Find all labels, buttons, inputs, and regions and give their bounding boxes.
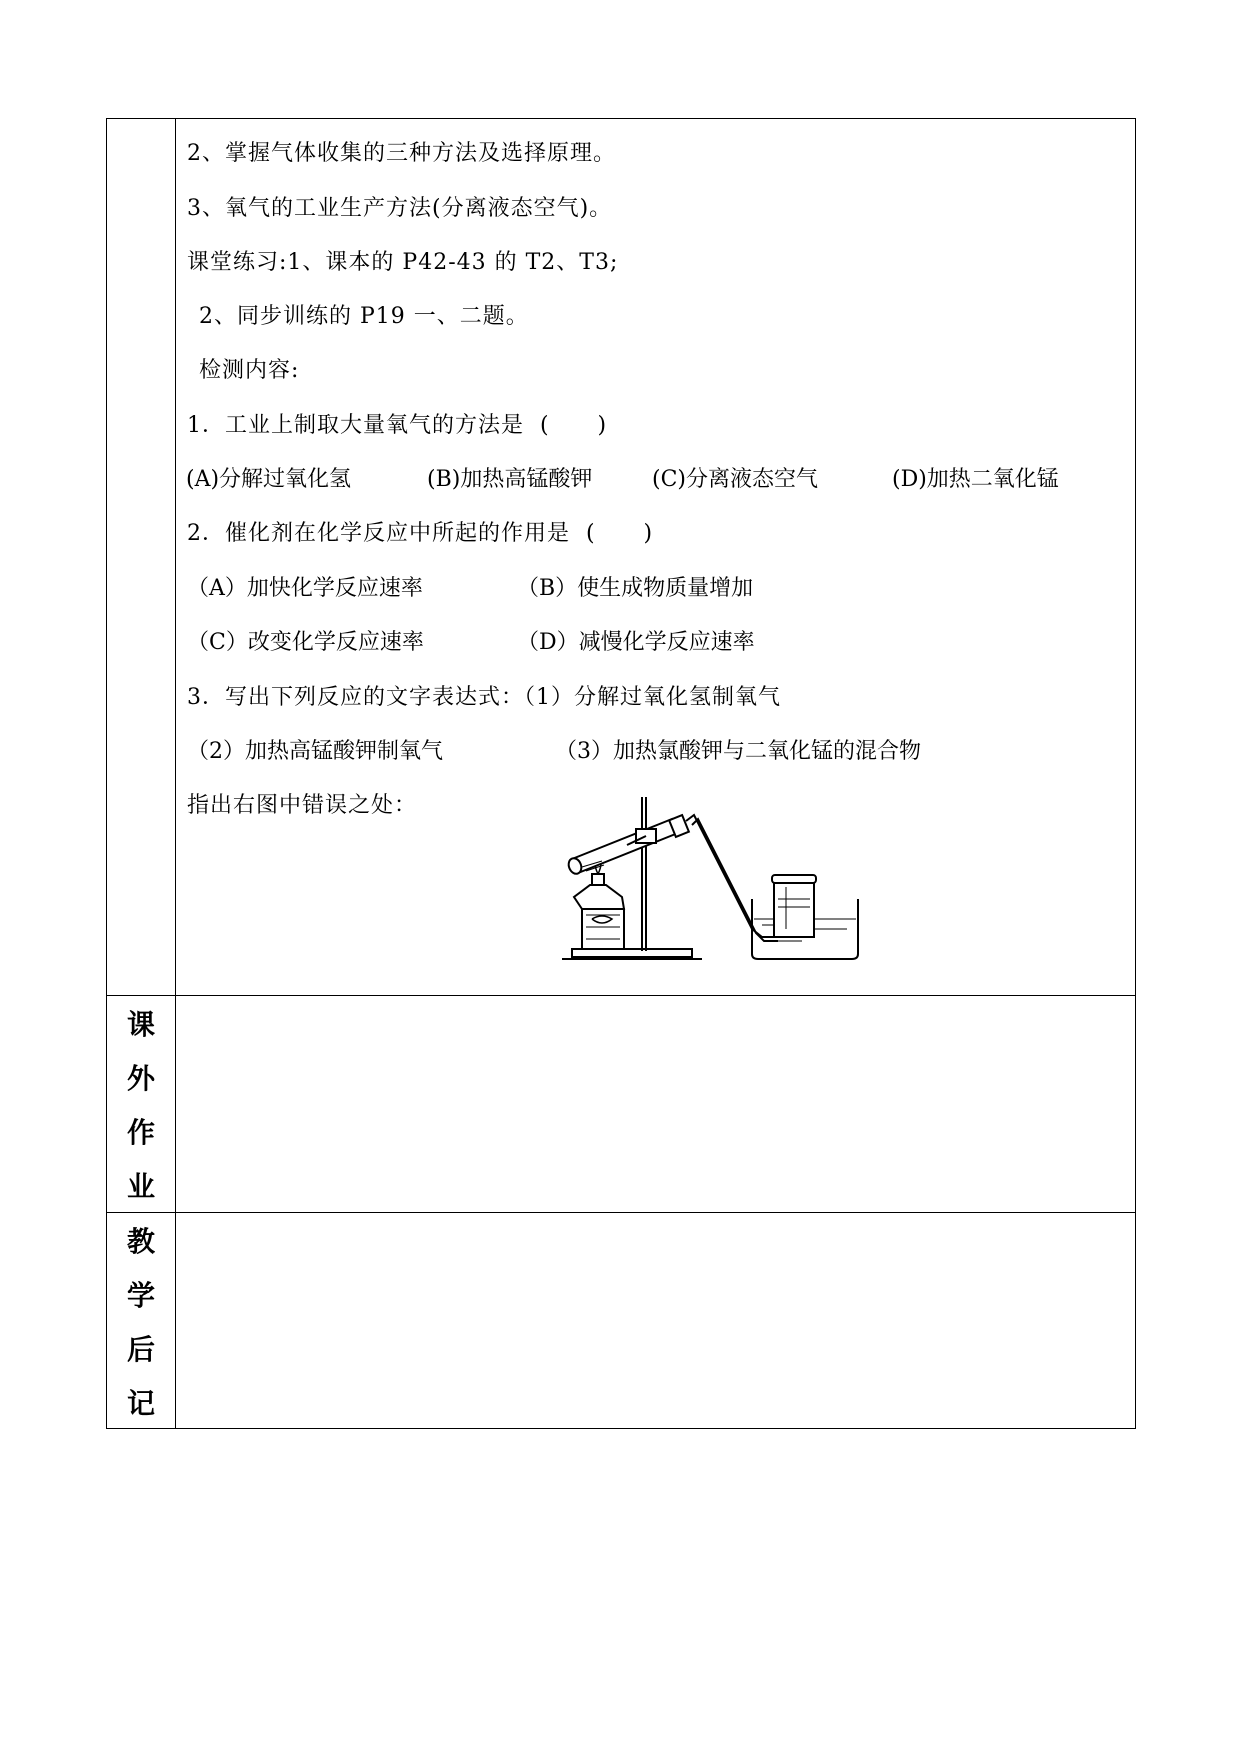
homework-char-2: 外	[126, 1062, 155, 1095]
question-3: 3．写出下列反应的文字表达式：（1）分解过氧化氢制氧气	[187, 685, 781, 710]
test-heading: 检测内容:	[199, 358, 300, 383]
reflection-label	[107, 1215, 175, 1431]
q1-option-c: (C)分离液态空气	[652, 467, 818, 492]
q2-option-a: （A）加快化学反应速率	[187, 576, 423, 601]
objective-2: 2、掌握气体收集的三种方法及选择原理。	[187, 141, 616, 166]
column-divider	[175, 119, 176, 1428]
objective-3: 3、氧气的工业生产方法(分离液态空气)。	[187, 196, 613, 221]
oxygen-apparatus-diagram	[552, 779, 972, 979]
question-4: 指出右图中错误之处：	[187, 793, 418, 818]
row-divider-1	[107, 995, 1135, 996]
reflection-char-1: 教	[126, 1225, 155, 1258]
q2-option-b: （B）使生成物质量增加	[517, 576, 754, 601]
question-3-part-3: （3）加热氯酸钾与二氧化锰的混合物	[555, 739, 921, 764]
lesson-table	[106, 118, 1136, 1429]
homework-char-1: 课	[126, 1008, 155, 1041]
question-1: 1．工业上制取大量氧气的方法是 ( )	[187, 413, 608, 438]
row-divider-2	[107, 1212, 1135, 1213]
reflection-char-4: 记	[126, 1387, 155, 1420]
q2-option-d: （D）减慢化学反应速率	[517, 630, 755, 655]
class-exercise-2: 2、同步训练的 P19 一、二题。	[199, 304, 529, 329]
q1-option-a: (A)分解过氧化氢	[186, 467, 352, 492]
question-3-part-2: （2）加热高锰酸钾制氧气	[187, 739, 443, 764]
homework-char-3: 作	[126, 1116, 155, 1149]
q2-option-c: （C）改变化学反应速率	[187, 630, 424, 655]
homework-char-4: 业	[126, 1170, 155, 1203]
q1-option-b: (B)加热高锰酸钾	[427, 467, 593, 492]
reflection-char-3: 后	[126, 1333, 155, 1366]
reflection-char-2: 学	[126, 1279, 155, 1312]
question-2: 2．催化剂在化学反应中所起的作用是 ( )	[187, 521, 654, 546]
class-exercise-1: 课堂练习:1、课本的 P42-43 的 T2、T3;	[187, 250, 619, 275]
q1-option-d: (D)加热二氧化锰	[892, 467, 1059, 492]
homework-label	[107, 998, 175, 1214]
